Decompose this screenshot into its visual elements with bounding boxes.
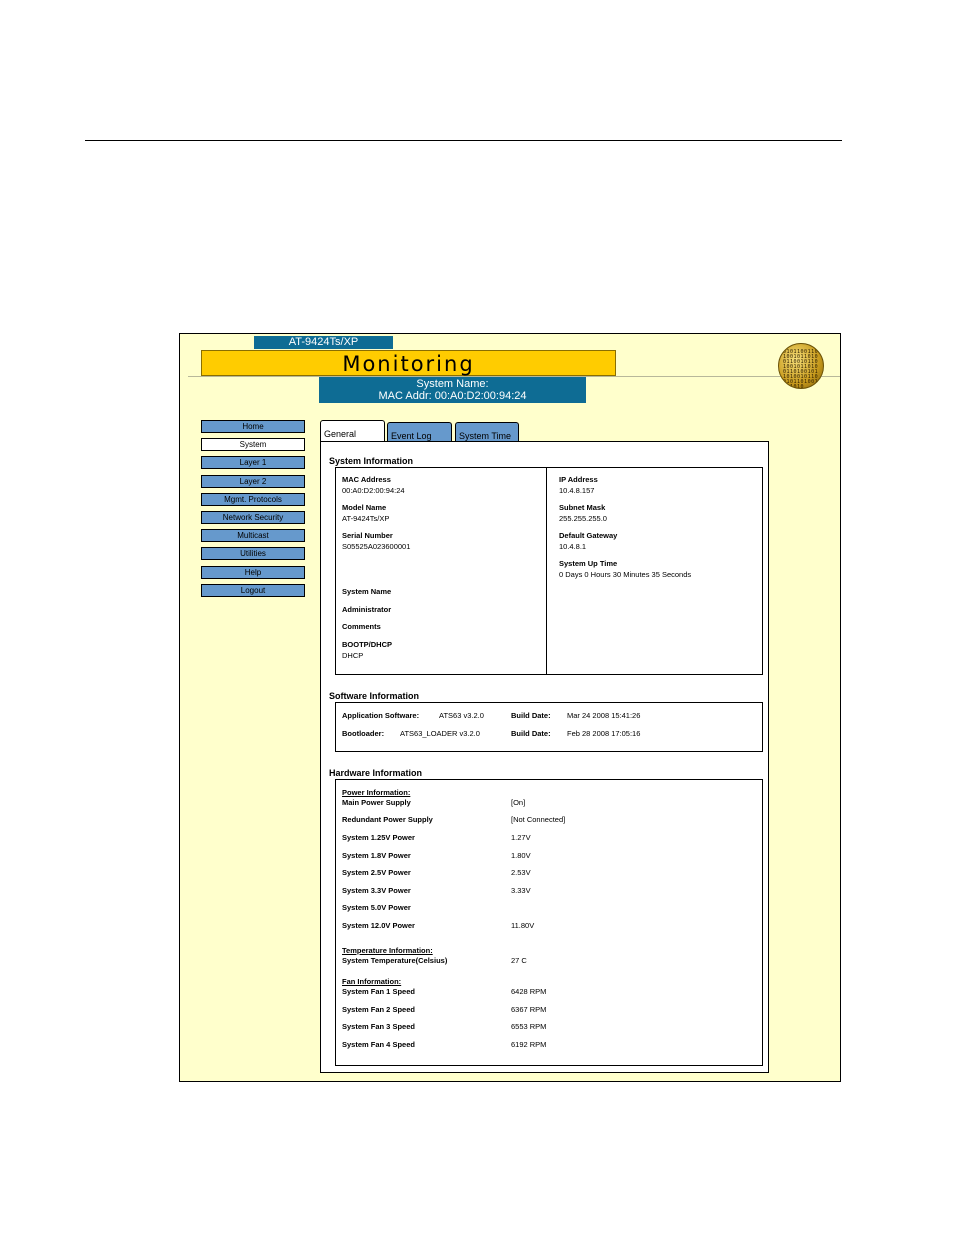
- power-row-value: [On]: [511, 798, 526, 807]
- power-info-heading: Power Information:: [342, 788, 411, 797]
- power-row-value: 1.80V: [511, 851, 531, 860]
- bootloader-label: Bootloader:: [342, 729, 385, 738]
- system-name-label: System Name: [342, 587, 392, 596]
- software-info-box: [335, 702, 763, 752]
- bootp-dhcp-value: DHCP: [342, 651, 364, 660]
- system-uptime-value: 0 Days 0 Hours 30 Minutes 35 Seconds: [559, 570, 692, 579]
- fan-row-value: 6553 RPM: [511, 1022, 547, 1031]
- boot-build-date-value: Feb 28 2008 17:05:16: [567, 729, 641, 738]
- power-row-label: System 2.5V Power: [342, 868, 411, 877]
- default-gateway-label: Default Gateway: [559, 531, 618, 540]
- power-row-label: System 1.8V Power: [342, 851, 411, 860]
- nav-help-button[interactable]: Help: [201, 566, 305, 579]
- fan-row-value: 6192 RPM: [511, 1040, 547, 1049]
- tab-general[interactable]: General: [320, 420, 385, 442]
- fan-row-value: 6367 RPM: [511, 1005, 547, 1014]
- fan-row-value: 6428 RPM: [511, 987, 547, 996]
- tab-system-time[interactable]: System Time: [455, 422, 519, 441]
- system-info-divider: [546, 468, 547, 674]
- app-build-date-label: Build Date:: [511, 711, 551, 720]
- power-row-value: 2.53V: [511, 868, 531, 877]
- nav-layer2-button[interactable]: Layer 2: [201, 475, 305, 488]
- app-build-date-value: Mar 24 2008 15:41:26: [567, 711, 641, 720]
- fan-row-label: System Fan 2 Speed: [342, 1005, 415, 1014]
- system-uptime-label: System Up Time: [559, 559, 618, 568]
- globe-logo-icon: 0101100110100101101001100101101001011010011010010110100101100101101001011010: [778, 343, 824, 389]
- power-row-value: 11.80V: [511, 921, 535, 930]
- nav-home-button[interactable]: Home: [201, 420, 305, 433]
- nav-system-button[interactable]: System: [201, 438, 305, 451]
- system-temperature-label: System Temperature(Celsius): [342, 956, 448, 965]
- bootloader-value: ATS63_LOADER v3.2.0: [400, 729, 480, 738]
- power-row-value: [Not Connected]: [511, 815, 566, 824]
- application-software-value: ATS63 v3.2.0: [439, 711, 484, 720]
- nav-logout-button[interactable]: Logout: [201, 584, 305, 597]
- page-banner: [201, 350, 616, 376]
- subnet-mask-value: 255.255.255.0: [559, 514, 607, 523]
- administrator-label: Administrator: [342, 605, 392, 614]
- system-name-line: System Name:: [416, 378, 489, 390]
- fan-row-label: System Fan 3 Speed: [342, 1022, 415, 1031]
- mac-address-line: MAC Addr: 00:A0:D2:00:94:24: [378, 390, 527, 402]
- nav-multicast-button[interactable]: Multicast: [201, 529, 305, 542]
- model-name-value: AT-9424Ts/XP: [342, 514, 390, 523]
- system-temperature-value: 27 C: [511, 956, 527, 965]
- sidebar-nav: [201, 420, 305, 602]
- subnet-mask-label: Subnet Mask: [559, 503, 606, 512]
- nav-mgmt-protocols-button[interactable]: Mgmt. Protocols: [201, 493, 305, 506]
- temperature-info-heading: Temperature Information:: [342, 946, 433, 955]
- power-row-label: System 5.0V Power: [342, 903, 411, 912]
- app-window: [179, 333, 841, 1082]
- power-row-label: Redundant Power Supply: [342, 815, 433, 824]
- system-info-title: System Information: [329, 456, 414, 466]
- mac-address-value: 00:A0:D2:00:94:24: [342, 486, 405, 495]
- ip-address-label: IP Address: [559, 475, 598, 484]
- serial-number-label: Serial Number: [342, 531, 393, 540]
- software-info-title: Software Information: [329, 691, 420, 701]
- fan-row-label: System Fan 1 Speed: [342, 987, 415, 996]
- comments-label: Comments: [342, 622, 381, 631]
- system-name-header: [319, 377, 586, 403]
- general-panel: [320, 441, 769, 1073]
- top-rule: [85, 140, 842, 141]
- fan-info-heading: Fan Information:: [342, 977, 402, 986]
- power-row-value: 1.27V: [511, 833, 531, 842]
- nav-utilities-button[interactable]: Utilities: [201, 547, 305, 560]
- model-name-label: Model Name: [342, 503, 387, 512]
- power-row-label: Main Power Supply: [342, 798, 411, 807]
- serial-number-value: S05525A023600001: [342, 542, 411, 551]
- boot-build-date-label: Build Date:: [511, 729, 551, 738]
- nav-network-security-button[interactable]: Network Security: [201, 511, 305, 524]
- bootp-dhcp-label: BOOTP/DHCP: [342, 640, 393, 649]
- fan-row-label: System Fan 4 Speed: [342, 1040, 415, 1049]
- hardware-info-box: [335, 779, 763, 1066]
- hardware-info-title: Hardware Information: [329, 768, 423, 778]
- application-software-label: Application Software:: [342, 711, 420, 720]
- nav-layer1-button[interactable]: Layer 1: [201, 456, 305, 469]
- model-label: AT-9424Ts/XP: [254, 336, 393, 349]
- power-row-label: System 12.0V Power: [342, 921, 415, 930]
- ip-address-value: 10.4.8.157: [559, 486, 595, 495]
- mac-address-label: MAC Address: [342, 475, 391, 484]
- page-title: Monitoring: [342, 352, 475, 376]
- system-info-box: [335, 467, 763, 675]
- power-row-label: System 1.25V Power: [342, 833, 415, 842]
- tab-event-log[interactable]: Event Log: [387, 422, 452, 441]
- power-row-label: System 3.3V Power: [342, 886, 411, 895]
- default-gateway-value: 10.4.8.1: [559, 542, 587, 551]
- power-row-value: 3.33V: [511, 886, 531, 895]
